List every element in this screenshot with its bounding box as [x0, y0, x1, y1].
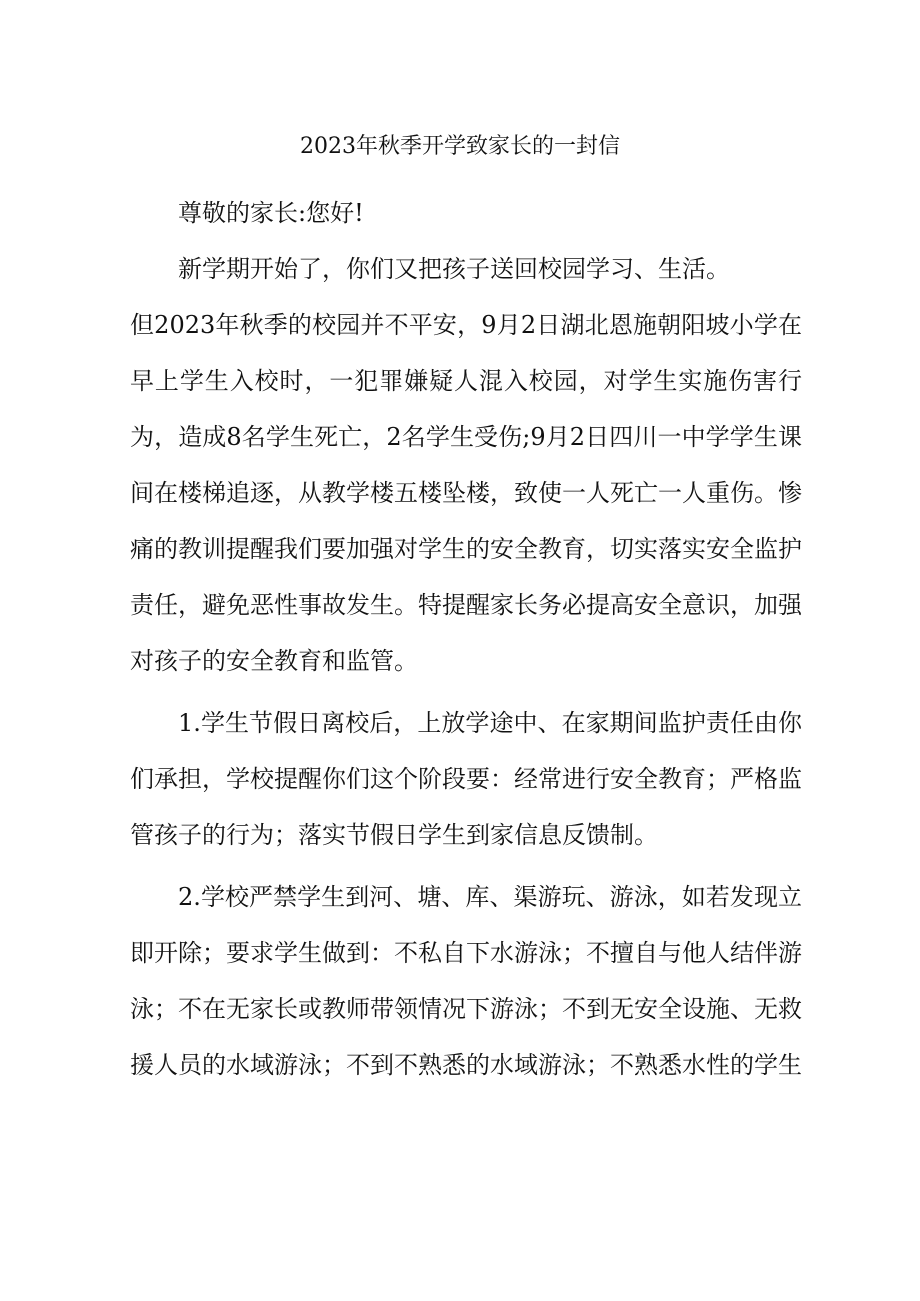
intro-paragraph: 新学期开始了，你们又把孩子送回校园学习、生活。: [178, 255, 730, 283]
list-item-2: 2.学校严禁学生到河、塘、库、渠游玩、游泳，如若发现立即开除；要求学生做到：不私自下水游泳；不擅自与他人结伴游泳；不在无家长或教师带领情况下游泳；不到无安全设施、无救援人员的水域游泳；不到不熟悉的水域游泳；不熟悉水性的学生: [130, 883, 802, 1079]
list-item-1: 1.学生节假日离校后，上放学途中、在家期间监护责任由你们承担，学校提醒你们这个阶段要：经常进行安全教育；严格监管孩子的行为；落实节假日学生到家信息反馈制。: [130, 709, 802, 849]
letter-body: [130, 185, 802, 1093]
salutation: 尊敬的家长:您好!: [178, 199, 364, 227]
document-title: 2023年秋季开学致家长的一封信: [300, 134, 620, 159]
incident-paragraph: 但2023年秋季的校园并不平安，9月2日湖北恩施朝阳坡小学在早上学生入校时，一犯罪嫌疑人混入校园，对学生实施伤害行为，造成8名学生死亡，2名学生受伤;9月2日四川一中学学生课间在楼梯追逐，从教学楼五楼坠楼，致使一人死亡一人重伤。惨痛的教训提醒我们要加强对学生的安全教育，切实落实安全监护责任，避免恶性事故发生。特提醒家长务必提高安全意识，加强对孩子的安全教育和监管。: [130, 311, 802, 675]
